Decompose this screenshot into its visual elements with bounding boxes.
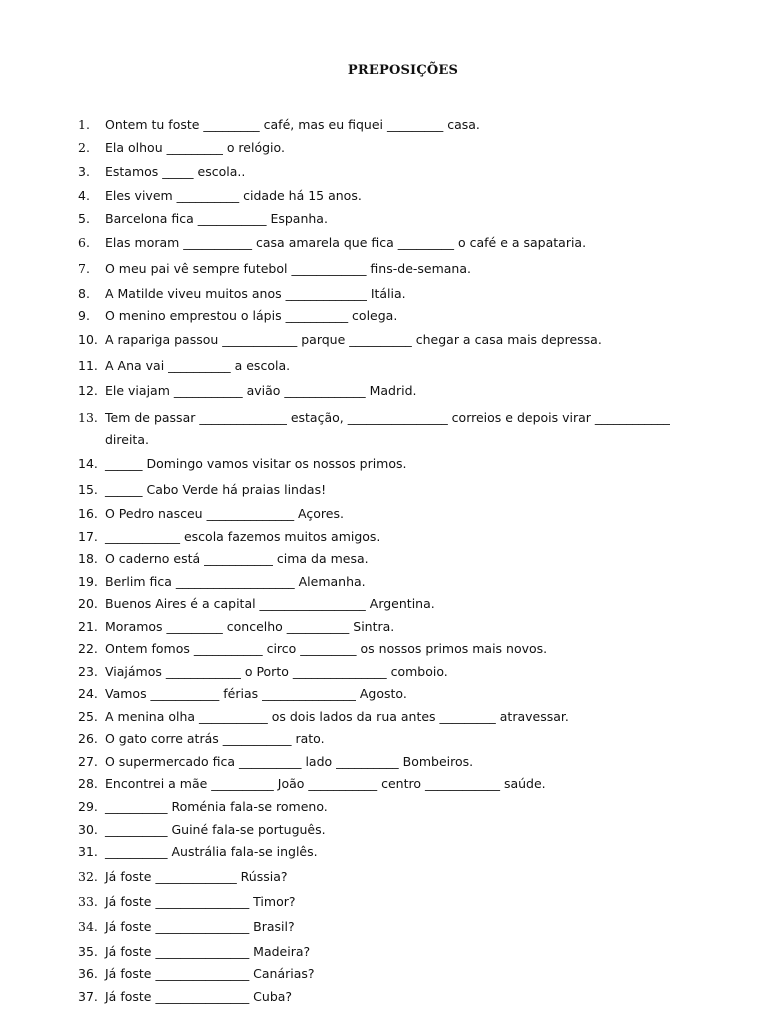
exercise-sentence: Ele viajam ___________ avião _____________ Madrid.: [105, 383, 417, 398]
exercise-number: 35.: [78, 944, 98, 959]
exercise-sentence: O meu pai vê sempre futebol ____________ fins-de-semana.: [105, 261, 471, 276]
exercise-sentence: ____________ escola fazemos muitos amigos.: [105, 529, 381, 544]
exercise-sentence: Ontem fomos ___________ circo _________ os nossos primos mais novos.: [105, 641, 548, 656]
exercise-number: 31.: [78, 844, 98, 859]
exercise-sentence: __________ Roménia fala-se romeno.: [105, 799, 328, 814]
exercise-number: 14.: [78, 456, 98, 471]
exercise-sentence: __________ Austrália fala-se inglês.: [105, 844, 318, 859]
exercise-number: 21.: [78, 619, 98, 634]
exercise-sentence: O gato corre atrás ___________ rato.: [105, 731, 325, 746]
exercise-number: 1.: [78, 117, 90, 132]
exercise-number: 3.: [78, 164, 90, 179]
exercise-number: 24.: [78, 686, 98, 701]
exercise-number: 28.: [78, 776, 98, 791]
exercise-number: 20.: [78, 596, 98, 611]
exercise-number: 25.: [78, 709, 98, 724]
exercise-sentence: Tem de passar ______________ estação, ________________ correios e depois virar ____________: [105, 410, 670, 425]
exercise-sentence: Já foste _____________ Rússia?: [105, 869, 288, 884]
exercise-number: 32.: [78, 869, 98, 884]
exercise-sentence: Já foste _______________ Madeira?: [105, 944, 311, 959]
exercise-number: 4.: [78, 188, 90, 203]
exercise-number: 12.: [78, 383, 98, 398]
exercise-number: 37.: [78, 989, 98, 1004]
exercise-number: 36.: [78, 966, 98, 981]
exercise-number: 2.: [78, 140, 90, 155]
exercise-sentence: A menina olha ___________ os dois lados da rua antes _________ atravessar.: [105, 709, 569, 724]
exercise-sentence: Ela olhou _________ o relógio.: [105, 140, 285, 155]
exercise-sentence: Já foste _______________ Canárias?: [105, 966, 315, 981]
exercise-sentence: Buenos Aires é a capital _________________ Argentina.: [105, 596, 435, 611]
exercise-sentence: O caderno está ___________ cima da mesa.: [105, 551, 369, 566]
exercise-number: 23.: [78, 664, 98, 679]
exercise-number: 22.: [78, 641, 98, 656]
exercise-number: 7.: [78, 261, 90, 276]
exercise-sentence: A rapariga passou ____________ parque __________ chegar a casa mais depressa.: [105, 332, 602, 347]
exercise-sentence: Encontrei a mãe __________ João ___________ centro ____________ saúde.: [105, 776, 546, 791]
exercise-sentence: Vamos ___________ férias _______________ Agosto.: [105, 686, 407, 701]
exercise-number: 19.: [78, 574, 98, 589]
exercise-number: 15.: [78, 482, 98, 497]
exercise-sentence: Moramos _________ concelho __________ Sintra.: [105, 619, 395, 634]
exercise-sentence: O menino emprestou o lápis __________ colega.: [105, 308, 398, 323]
exercise-sentence: Ontem tu foste _________ café, mas eu fiquei _________ casa.: [105, 117, 480, 132]
exercise-number: 26.: [78, 731, 98, 746]
exercise-sentence: Berlim fica ___________________ Alemanha.: [105, 574, 366, 589]
exercise-number: 18.: [78, 551, 98, 566]
exercise-number: 33.: [78, 894, 98, 909]
exercise-number: 29.: [78, 799, 98, 814]
exercise-sentence: Estamos _____ escola..: [105, 164, 246, 179]
exercise-sentence: Já foste _______________ Brasil?: [105, 919, 295, 934]
exercise-number: 9.: [78, 308, 90, 323]
exercise-sentence: Viajámos ____________ o Porto _______________ comboio.: [105, 664, 448, 679]
exercise-sentence: Eles vivem __________ cidade há 15 anos.: [105, 188, 362, 203]
exercise-number: 16.: [78, 506, 98, 521]
exercise-sentence: O Pedro nasceu ______________ Açores.: [105, 506, 344, 521]
exercise-sentence: O supermercado fica __________ lado __________ Bombeiros.: [105, 754, 474, 769]
exercise-number: 11.: [78, 358, 98, 373]
exercise-sentence: Já foste _______________ Cuba?: [105, 989, 293, 1004]
exercise-sentence: Barcelona fica ___________ Espanha.: [105, 211, 328, 226]
exercise-sentence: ______ Domingo vamos visitar os nossos primos.: [105, 456, 407, 471]
exercise-sentence: Já foste _______________ Timor?: [105, 894, 296, 909]
exercise-number: 13.: [78, 410, 98, 425]
exercise-number: 17.: [78, 529, 98, 544]
exercise-sentence: A Matilde viveu muitos anos _____________ Itália.: [105, 286, 406, 301]
exercise-number: 30.: [78, 822, 98, 837]
exercise-number: 6.: [78, 235, 90, 250]
exercise-number: 5.: [78, 211, 90, 226]
exercise-sentence-continuation: direita.: [105, 432, 149, 447]
exercise-sentence: ______ Cabo Verde há praias lindas!: [105, 482, 327, 497]
page-title: PREPOSIÇÕES: [347, 63, 459, 78]
exercise-number: 34.: [78, 919, 98, 934]
exercise-number: 10.: [78, 332, 98, 347]
exercise-sentence: __________ Guiné fala-se português.: [105, 822, 326, 837]
exercise-sentence: A Ana vai __________ a escola.: [105, 358, 291, 373]
exercise-number: 27.: [78, 754, 98, 769]
exercise-sentence: Elas moram ___________ casa amarela que fica _________ o café e a sapataria.: [105, 235, 587, 250]
exercise-number: 8.: [78, 286, 90, 301]
